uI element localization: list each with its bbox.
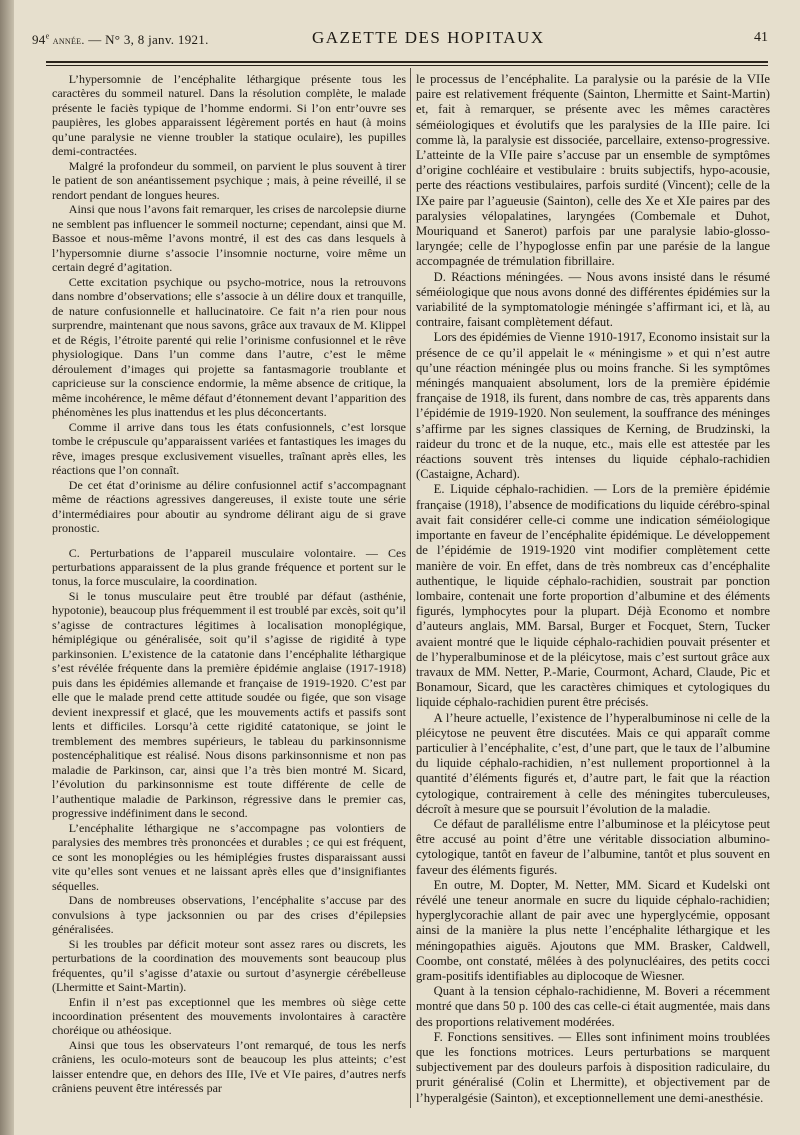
- paragraph: Ainsi que nous l’avons fait remarquer, les crises de narcolepsie diurne ne semblent pas influencer le sommeil nocturne; cependant, ainsi que M. Bassoe et nous-même l’avons montré, il est des cas dans lesquels à l’hypersomnie diurne s’associe l’insomnie nocturne, voire même un certain degré d’agitation.: [52, 202, 406, 275]
- paragraph: Ainsi que tous les observateurs l’ont remarqué, de tous les nerfs crâniens, les oculo-moteurs sont de beaucoup les plus atteints; c’est laisser entendre que, en dehors des IIIe, IVe et VIe paires, d’autres nerfs crâniens peuvent être intéressés par: [52, 1037, 406, 1096]
- paragraph: Dans de nombreuses observations, l’encéphalite s’accuse par des convulsions à type jacksonnien ou par des crises d’épilepsies généralisées.: [52, 893, 406, 937]
- paragraph: L’hypersomnie de l’encéphalite léthargique présente tous les caractères du sommeil naturel. Dans la résolution complète, le malade présente le faciès typique de l’homme endormi. Si l’on entr’ouvre ses paupières, les globes apparaissent légèrement portés en haut (à moins qu’une paralysie ne vienne troubler la statique oculaire), les pupilles demi-contractées.: [52, 72, 406, 159]
- binding-edge: [0, 0, 14, 1135]
- journal-title: GAZETTE DES HOPITAUX: [312, 28, 545, 47]
- paragraph: Lors des épidémies de Vienne 1910-1917, Economo insistait sur la présence de ce qu’il appelait le « méningisme » et qui n’est autre qu’une réaction méningée plus ou moins franche. Si les symptômes méningés manquaient absolument, lors de la première épidémie française de 1918, ils furent, dans nombre de cas, très apparents dans l’épidémie de 1919-1920. Non seulement, la souffrance des méninges s’affirme par les signes classiques de Kerning, de Brudzinski, la raideur du tronc et de la nuque, etc., mais elle est attestée par les réactions souvent très intenses du liquide céphalo-rachidien (Castaigne, Achard).: [416, 330, 770, 482]
- column-divider: [410, 68, 411, 1108]
- section-heading-d: D. Réactions méningées. — Nous avons insisté dans le résumé séméiologique que nous avons donné des différentes épidémies sur la variabilité de la symptomatologie méningée s’affirmant ici, et là, au contraire, faisant complètement défaut.: [416, 269, 770, 330]
- paragraph: Cette excitation psychique ou psycho-motrice, nous la retrouvons dans nombre d’observations; elle s’associe à un délire doux et tranquille, de nature confusionnelle et hallucinatoire. Ce fait n’a rien pour nous surprendre, maintenant que nous savons, grâce aux travaux de M. Klippel et de Régis, l’étroite parenté qui relie l’orinisme confusionnel et le rêve physiologique. Dans l’un comme dans l’autre, c’est le même déroulement d’images qui projette sa fantasmagorie troublante et capricieuse sur la conscience endormie, la même absence de critique, la même incohérence, le même défaut d’étonnement devant l’apparition des phénomènes les plus inattendus et les plus déconcertants.: [52, 274, 406, 420]
- right-column: [416, 72, 770, 1106]
- paragraph: le processus de l’encéphalite. La paralysie ou la parésie de la VIIe paire est relativement fréquente (Sainton, Lhermitte et Saint-Martin) et, fait à remarquer, se présente avec les mêmes caractères séméiologiques et évolutifs que les paralysies de la IIIe paire. Ici comme là, la paralysie est dissociée, parcellaire, extenso-progressive. L’atteinte de la VIIe paire s’accuse par un ensemble de symptômes d’origine cochléaire et vestibulaire : bruits subjectifs, hypo-acousie, perte des réactions vestibulaires, parfois surdité (Vincent); celle de la IXe paire par l’agueusie (Sainton), celle des Xe et XIe paires par des paralysies vélopalatines, laryngées (Combemale et Duhot, Mouriquand et Sanerot) parfois par une paralysie labio-glosso-laryngée; celle de l’hypoglosse enfin par une parésie de la langue accompagnée de trémulation fibrillaire.: [416, 72, 770, 269]
- paragraph: Enfin il n’est pas exceptionnel que les membres où siège cette incoordination présentent des mouvements involontaires à caractère choréique ou athéosique.: [52, 994, 406, 1038]
- section-heading-c: C. Perturbations de l’appareil musculaire volontaire. — Ces perturbations apparaissent de la plus grande fréquence et portent sur le tonus, la force musculaire, la coordination.: [52, 545, 406, 589]
- paragraph: Si le tonus musculaire peut être troublé par défaut (asthénie, hypotonie), beaucoup plus fréquemment il est troublé par excès, soit qu’il s’agisse de contractures légitimes à localisation monoplégique, hémiplégique ou généralisée, soit qu’il s’agisse de rigidité à type parkinsonien. L’existence de la catatonie dans l’encéphalite léthargique s’est révélée fréquente dans la première épidémie anglaise (1917-1918) puis dans les épidémies allemande et française de 1919-1920. C’est par elle que le malade prend cette attitude soudée ou figée, que son visage devient inexpressif et glacé, que les mouvements actifs et passifs sont lents et difficiles. Lorsqu’à cette rigidité catatonique, se joint le tremblement des membres supérieurs, le tableau du parkinsonnisme postencéphalitique est réalisé. Nous disons parkinsonnisme et non pas maladie de Parkinson, car, ainsi que l’a très bien montré M. Sicard, l’évolution du parkinsonnisme est toute différente de celle de l’authentique maladie de Parkinson, régressive dans le premier cas, progressive indéfiniment dans le second.: [52, 588, 406, 821]
- paragraph: L’encéphalite léthargique ne s’accompagne pas volontiers de paralysies des membres très prononcées et durables ; ce qui est fréquent, ce sont les monoplégies ou les hémiplégies frustes disparaissant aussi vite qu’elles sont venues et ne laissant après elles que d’insignifiantes séquelles.: [52, 820, 406, 893]
- section-heading-e: E. Liquide céphalo-rachidien. — Lors de la première épidémie française (1918), l’absence de modifications du liquide cérébro-spinal avait fait considérer celle-ci comme une indication séméiologique importante en faveur de l’encéphalite épidémique. Le développement de l’épidémie de 1919-1920 vint modifier complètement cette manière de voir. En effet, dans de très nombreux cas d’encéphalite authentique, le liquide céphalo-rachidien, soustrait par ponction lombaire, contenait une forte proportion d’albumine et des éléments figurés, lymphocytes pour la plupart. Déjà Economo et nombre d’auteurs anglais, MM. Barsal, Burger et Focquet, Stern, Tucker avaient montré que le liquide céphalo-rachidien pouvait présenter et de l’hyperalbuminose et de la pléicytose, mais c’est surtout grâce aux travaux de MM. Netter, P.-Marie, Courmont, Achard, Claude, Pic et Bonamour, Sicard, que les caractères chimiques et cytologiques du liquide céphalo-rachidien purent être précisés.: [416, 482, 770, 710]
- paragraph: Si les troubles par déficit moteur sont assez rares ou discrets, les perturbations de la coordination des mouvements sont beaucoup plus fréquentes, qu’il s’agisse d’ataxie ou surtout d’asynergie cérébelleuse (Lhermitte et Saint-Martin).: [52, 936, 406, 995]
- paragraph: En outre, M. Dopter, M. Netter, MM. Sicard et Kudelski ont révélé une teneur anormale en sucre du liquide céphalo-rachidien; hyperglycorachie allant de pair avec une hyperglycémie, opposant ainsi de la manière la plus nette l’encéphalite léthargique et les méningopathies aiguës. Ajoutons que MM. Brasker, Caldwell, Coombe, ont constaté, mêlées à des polynucléaires, des petits cocci gram-positifs identifiables au diplocoque de Wiesner.: [416, 877, 770, 983]
- paragraph: Quant à la tension céphalo-rachidienne, M. Boveri a récemment montré que dans 50 p. 100 des cas celle-ci était augmentée, mais dans des proportions relativement modérées.: [416, 984, 770, 1029]
- header-rule: [46, 61, 768, 66]
- page-number: 41: [754, 30, 768, 45]
- left-column: [52, 72, 406, 1096]
- paragraph: A l’heure actuelle, l’existence de l’hyperalbuminose ni celle de la pléicytose ne peuvent être discutées. Mais ce qui apparaît comme particulier à l’encéphalite, c’est, d’une part, que le taux de l’albumine du liquide céphalo-rachidien, n’est nullement proportionnel à la quantité d’éléments figurés et, d’autre part, le fait que la réaction cytologique, contrairement à celle des méningites tuberculeuses, décroît à mesure que se poursuit l’évolution de la maladie.: [416, 710, 770, 816]
- issue-info: 94e année. — N° 3, 8 janv. 1921.: [32, 31, 209, 47]
- paragraph: De cet état d’orinisme au délire confusionnel actif s’accompagnant même de réactions agressives dangereuses, il existe toute une série d’intermédiaires pour aboutir au syndrome délirant aigu de si grave pronostic.: [52, 477, 406, 536]
- section-heading-f: F. Fonctions sensitives. — Elles sont infiniment moins troublées que les fonctions motrices. Leurs perturbations se marquent subjectivement par des douleurs parfois à disposition radiculaire, du prurit généralisé (Colin et Lhermitte), et objectivement par de l’hyperalgésie (Sainton), et exceptionnellement une demi-anesthésie.: [416, 1029, 770, 1105]
- paragraph: Comme il arrive dans tous les états confusionnels, c’est lorsque tombe le crépuscule qu’apparaissent variées et fantastiques les images du rêve, images presque exclusivement visuelles, traînant après elles, les réactions que l’on connaît.: [52, 419, 406, 478]
- page-header: [32, 28, 768, 58]
- paragraph: Malgré la profondeur du sommeil, on parvient le plus souvent à tirer le patient de son anéantissement psychique ; mais, à peine réveillé, il se rendort pendant de longues heures.: [52, 158, 406, 202]
- paragraph: Ce défaut de parallélisme entre l’albuminose et la pléicytose peut être accusé au point d’être une véritable dissociation albumino-cytologique, tantôt en faveur de l’albumine, tantôt et plus souvent en faveur des éléments figurés.: [416, 816, 770, 877]
